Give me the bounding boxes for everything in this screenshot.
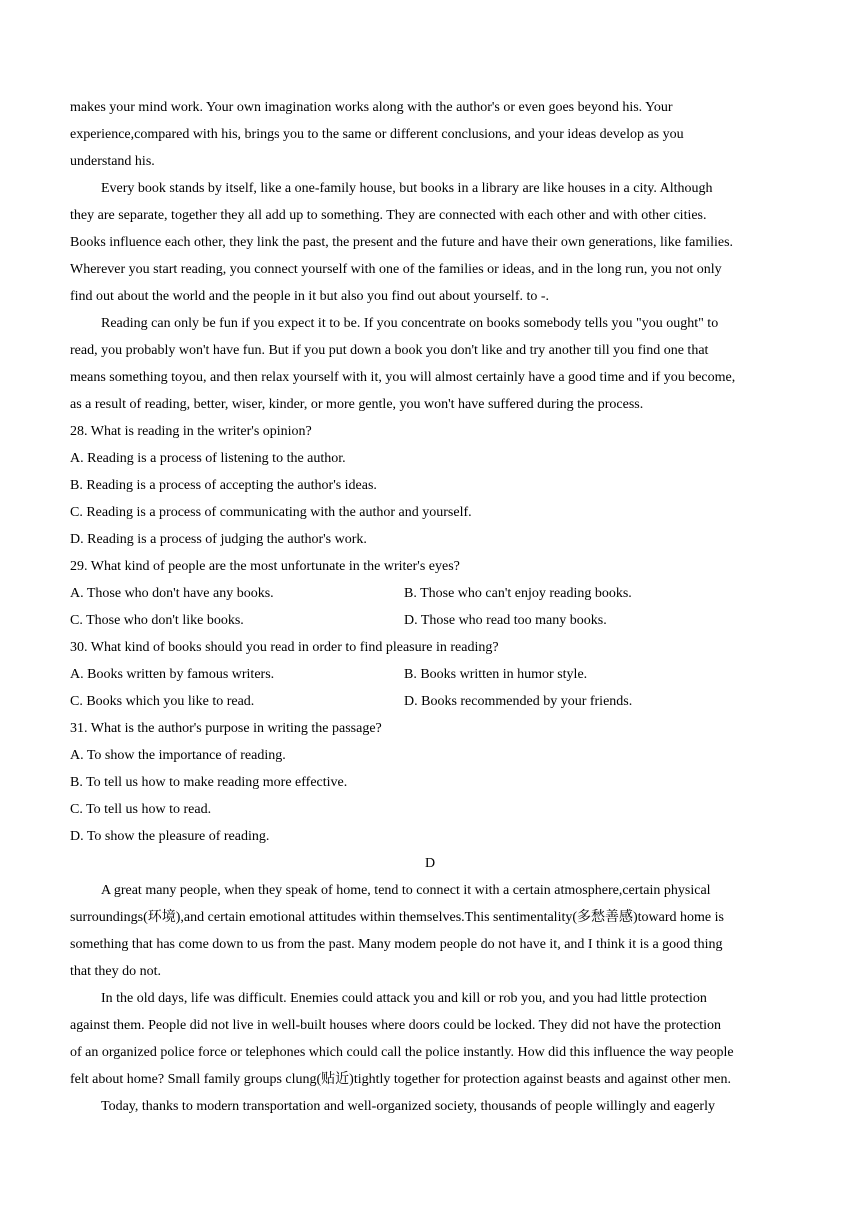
question-option: A. Those who don't have any books. <box>70 586 274 601</box>
question-option: B. Reading is a process of accepting the author's ideas. <box>70 478 377 493</box>
paragraph-line: find out about the world and the people in it but also you find out about yourself. to -. <box>70 289 550 304</box>
section-heading: D <box>424 856 436 871</box>
paragraph-line: Every book stands by itself, like a one-family house, but books in a library are like houses in a city. Although <box>101 181 713 196</box>
paragraph-line: read, you probably won't have fun. But if you put down a book you don't like and try another till you find one that <box>70 343 709 358</box>
question-stem: 28. What is reading in the writer's opinion? <box>70 424 312 439</box>
paragraph-line: Today, thanks to modern transportation and well-organized society, thousands of people willingly and eagerly <box>101 1099 715 1114</box>
question-option: B. To tell us how to make reading more effective. <box>70 775 348 790</box>
paragraph-line: means something toyou, and then relax yourself with it, you will almost certainly have a good time and if you become, <box>70 370 736 385</box>
question-option: A. Books written by famous writers. <box>70 667 275 682</box>
question-stem: 31. What is the author's purpose in writing the passage? <box>70 721 382 736</box>
question-option: D. Books recommended by your friends. <box>404 694 633 709</box>
paragraph-line: Reading can only be fun if you expect it to be. If you concentrate on books somebody tells you "you ought" to <box>101 316 719 331</box>
paragraph-line: they are separate, together they all add up to something. They are connected with each other and with other cities. <box>70 208 707 223</box>
question-stem: 30. What kind of books should you read in order to find pleasure in reading? <box>70 640 499 655</box>
question-stem: 29. What kind of people are the most unfortunate in the writer's eyes? <box>70 559 460 574</box>
paragraph-line: A great many people, when they speak of home, tend to connect it with a certain atmosphere,certain physical <box>101 883 711 898</box>
paragraph-line: surroundings(环境),and certain emotional attitudes within themselves.This sentimentality(多愁善感)toward home is <box>70 910 724 925</box>
paragraph-line: Wherever you start reading, you connect yourself with one of the families or ideas, and in the long run, you not only <box>70 262 722 277</box>
question-option: C. Those who don't like books. <box>70 613 244 628</box>
paragraph-line: experience,compared with his, brings you to the same or different conclusions, and your ideas develop as you <box>70 127 684 142</box>
paragraph-line: as a result of reading, better, wiser, kinder, or more gentle, you won't have suffered during the process. <box>70 397 644 412</box>
paragraph-line: understand his. <box>70 154 155 169</box>
question-option: D. Reading is a process of judging the author's work. <box>70 532 367 547</box>
question-option: C. To tell us how to read. <box>70 802 212 817</box>
paragraph-line: something that has come down to us from the past. Many modem people do not have it, and I think it is a good thing <box>70 937 723 952</box>
question-option: A. To show the importance of reading. <box>70 748 286 763</box>
question-option: B. Those who can't enjoy reading books. <box>404 586 632 601</box>
paragraph-line: Books influence each other, they link the past, the present and the future and have their own generations, like families. <box>70 235 734 250</box>
question-option: C. Reading is a process of communicating with the author and yourself. <box>70 505 472 520</box>
paragraph-line: of an organized police force or telephones which could call the police instantly. How did this influence the way people <box>70 1045 734 1060</box>
paragraph-line: that they do not. <box>70 964 161 979</box>
question-option: D. Those who read too many books. <box>404 613 607 628</box>
question-option: D. To show the pleasure of reading. <box>70 829 270 844</box>
paragraph-line: makes your mind work. Your own imagination works along with the author's or even goes beyond his. Your <box>70 100 673 115</box>
question-option: B. Books written in humor style. <box>404 667 588 682</box>
question-option: A. Reading is a process of listening to the author. <box>70 451 346 466</box>
paragraph-line: In the old days, life was difficult. Enemies could attack you and kill or rob you, and you had little protection <box>101 991 707 1006</box>
paragraph-line: against them. People did not live in well-built houses where doors could be locked. They did not have the protection <box>70 1018 721 1033</box>
question-option: C. Books which you like to read. <box>70 694 255 709</box>
paragraph-line: felt about home? Small family groups clung(贴近)tightly together for protection against beasts and against other men. <box>70 1072 731 1087</box>
